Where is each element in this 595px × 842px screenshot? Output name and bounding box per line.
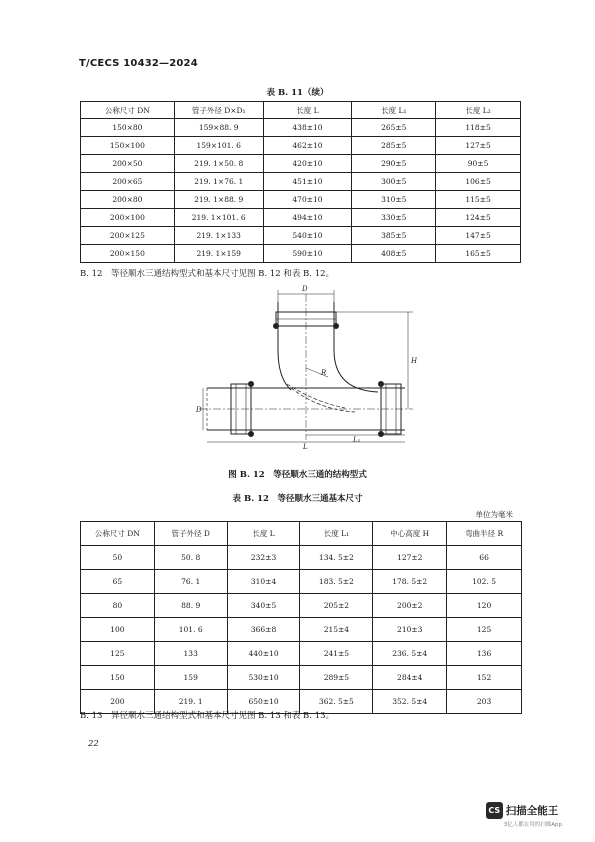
- table-cell: 200×100: [81, 209, 175, 227]
- table-cell: 330±5: [352, 209, 436, 227]
- table-b12-caption: 表 B. 12 等径顺水三通基本尺寸: [232, 494, 363, 504]
- table-cell: 340±5: [227, 594, 300, 618]
- table-cell: 366±8: [227, 618, 300, 642]
- column-header: 管子外径 D×D₁: [174, 102, 263, 119]
- paragraph-b13: B. 13 异径顺水三通结构型式和基本尺寸见图 B. 13 和表 B. 13。: [80, 711, 335, 721]
- table-cell: 215±4: [300, 618, 373, 642]
- table-cell: 385±5: [352, 227, 436, 245]
- table-cell: 203: [447, 690, 522, 714]
- table-b12: [80, 521, 522, 714]
- table-row: [81, 666, 522, 690]
- table-cell: 219. 1×159: [174, 245, 263, 263]
- page-number: 22: [88, 739, 99, 749]
- table-row: [81, 191, 521, 209]
- table-cell: 470±10: [263, 191, 352, 209]
- column-header: 长度 L₂: [436, 102, 521, 119]
- tee-structure-diagram: [195, 280, 420, 450]
- table-row: [81, 119, 521, 137]
- table-cell: 219. 1×101. 6: [174, 209, 263, 227]
- table-row: [81, 570, 522, 594]
- table-cell: 118±5: [436, 119, 521, 137]
- table-cell: 183. 5±2: [300, 570, 373, 594]
- table-header-row: [81, 522, 522, 546]
- table-cell: 540±10: [263, 227, 352, 245]
- table-cell: 127±5: [436, 137, 521, 155]
- table-row: [81, 173, 521, 191]
- table-cell: 300±5: [352, 173, 436, 191]
- watermark-slogan: 3亿人都在用的扫描App: [503, 822, 562, 828]
- table-cell: 232±3: [227, 546, 300, 570]
- table-cell: 100: [81, 618, 155, 642]
- table-cell: 165±5: [436, 245, 521, 263]
- table-cell: 241±5: [300, 642, 373, 666]
- table-cell: 219. 1×133: [174, 227, 263, 245]
- table-cell: 50: [81, 546, 155, 570]
- table-b11-caption: 表 B. 11（续）: [266, 88, 329, 98]
- table-cell: 65: [81, 570, 155, 594]
- table-cell: 210±3: [373, 618, 447, 642]
- table-cell: 152: [447, 666, 522, 690]
- table-b11: [80, 101, 521, 263]
- table-cell: 200±2: [373, 594, 447, 618]
- standard-code: T/CECS 10432—2024: [79, 58, 198, 69]
- table-cell: 147±5: [436, 227, 521, 245]
- table-cell: 200×80: [81, 191, 175, 209]
- table-row: [81, 594, 522, 618]
- column-header: 长度 L: [227, 522, 300, 546]
- table-cell: 80: [81, 594, 155, 618]
- table-cell: 590±10: [263, 245, 352, 263]
- table-cell: 150×100: [81, 137, 175, 155]
- table-cell: 125: [81, 642, 155, 666]
- table-row: [81, 618, 522, 642]
- table-cell: 219. 1×76. 1: [174, 173, 263, 191]
- table-cell: 462±10: [263, 137, 352, 155]
- table-cell: 420±10: [263, 155, 352, 173]
- table-cell: 76. 1: [154, 570, 227, 594]
- table-cell: 178. 5±2: [373, 570, 447, 594]
- table-cell: 310±5: [352, 191, 436, 209]
- table-row: [81, 209, 521, 227]
- table-cell: 90±5: [436, 155, 521, 173]
- table-cell: 494±10: [263, 209, 352, 227]
- table-cell: 451±10: [263, 173, 352, 191]
- table-cell: 205±2: [300, 594, 373, 618]
- column-header: 公称尺寸 DN: [81, 522, 155, 546]
- table-cell: 50. 8: [154, 546, 227, 570]
- column-header: 长度 L₁: [352, 102, 436, 119]
- table-row: [81, 546, 522, 570]
- label-h: H: [411, 357, 418, 365]
- table-cell: 134. 5±2: [300, 546, 373, 570]
- column-header: 弯曲半径 R: [447, 522, 522, 546]
- table-cell: 219. 1: [154, 690, 227, 714]
- table-cell: 352. 5±4: [373, 690, 447, 714]
- table-cell: 200: [81, 690, 155, 714]
- table-cell: 136: [447, 642, 522, 666]
- table-cell: 88. 9: [154, 594, 227, 618]
- table-cell: 200×50: [81, 155, 175, 173]
- table-cell: 284±4: [373, 666, 447, 690]
- watermark-logo: CS: [486, 802, 503, 819]
- table-cell: 159×101. 6: [174, 137, 263, 155]
- table-cell: 124±5: [436, 209, 521, 227]
- table-cell: 440±10: [227, 642, 300, 666]
- table-cell: 200×65: [81, 173, 175, 191]
- watermark-name: 扫描全能王: [505, 805, 559, 817]
- column-header: 长度 L: [263, 102, 352, 119]
- table-cell: 438±10: [263, 119, 352, 137]
- table-row: [81, 137, 521, 155]
- table-cell: 150: [81, 666, 155, 690]
- table-cell: 285±5: [352, 137, 436, 155]
- table-cell: 310±4: [227, 570, 300, 594]
- label-l: L: [303, 443, 308, 450]
- table-row: [81, 155, 521, 173]
- table-cell: 530±10: [227, 666, 300, 690]
- label-r: R: [321, 369, 327, 377]
- column-header: 长度 L₁: [300, 522, 373, 546]
- table-cell: 265±5: [352, 119, 436, 137]
- table-cell: 236. 5±4: [373, 642, 447, 666]
- table-cell: 106±5: [436, 173, 521, 191]
- label-l1: L₁: [353, 436, 361, 444]
- table-cell: 219. 1×50. 8: [174, 155, 263, 173]
- table-cell: 362. 5±5: [300, 690, 373, 714]
- table-cell: 133: [154, 642, 227, 666]
- table-cell: 408±5: [352, 245, 436, 263]
- label-d-top: D: [302, 285, 308, 293]
- table-cell: 200×150: [81, 245, 175, 263]
- table-cell: 159: [154, 666, 227, 690]
- table-cell: 289±5: [300, 666, 373, 690]
- table-cell: 159×88. 9: [174, 119, 263, 137]
- table-header-row: [81, 102, 521, 119]
- scanner-watermark: [486, 800, 562, 828]
- table-cell: 101. 6: [154, 618, 227, 642]
- column-header: 中心高度 H: [373, 522, 447, 546]
- paragraph-b12: B. 12 等径顺水三通结构型式和基本尺寸见图 B. 12 和表 B. 12。: [80, 269, 335, 279]
- table-cell: 66: [447, 546, 522, 570]
- table-cell: 125: [447, 618, 522, 642]
- figure-caption: 图 B. 12 等径顺水三通的结构型式: [228, 470, 367, 480]
- label-d-left: D: [196, 406, 202, 414]
- table-cell: 150×80: [81, 119, 175, 137]
- table-cell: 290±5: [352, 155, 436, 173]
- column-header: 公称尺寸 DN: [81, 102, 175, 119]
- table-cell: 115±5: [436, 191, 521, 209]
- table-cell: 102. 5: [447, 570, 522, 594]
- table-cell: 127±2: [373, 546, 447, 570]
- table-cell: 120: [447, 594, 522, 618]
- table-row: [81, 227, 521, 245]
- column-header: 管子外径 D: [154, 522, 227, 546]
- table-row: [81, 642, 522, 666]
- table-cell: 650±10: [227, 690, 300, 714]
- table-cell: 200×125: [81, 227, 175, 245]
- table-cell: 219. 1×88. 9: [174, 191, 263, 209]
- unit-note: 单位为毫米: [475, 510, 513, 519]
- table-row: [81, 245, 521, 263]
